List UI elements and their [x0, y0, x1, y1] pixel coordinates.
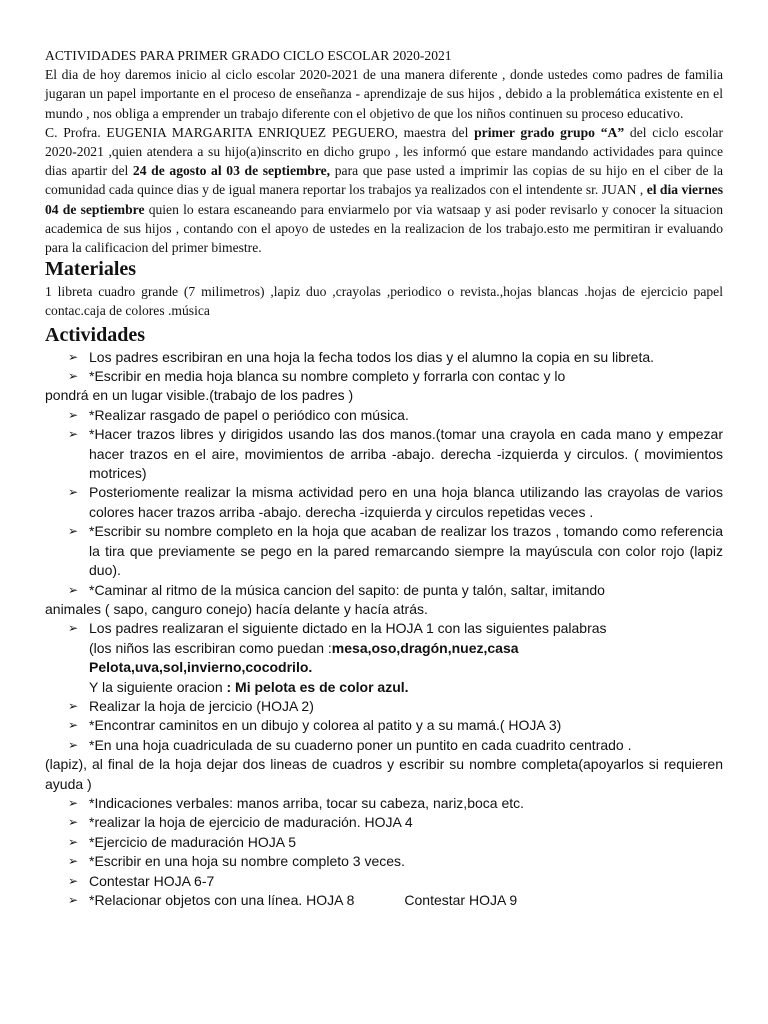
- arrow-bullet-icon: ➢: [68, 698, 79, 713]
- list-item-text: *realizar la hoja de ejercicio de maduración. HOJA 4: [89, 814, 413, 831]
- list-item-text: *Caminar al ritmo de la música cancion del sapito: de punta y talón, saltar, imitando: [89, 581, 605, 598]
- arrow-bullet-icon: ➢: [68, 485, 79, 500]
- arrow-bullet-icon: ➢: [68, 718, 79, 733]
- dictation-words: [45, 639, 723, 678]
- list-item: [45, 852, 723, 871]
- dictation-words-bold: mesa,oso,dragón,nuez,casa Pelota,uva,sol,invierno,cocodrilo.: [89, 639, 519, 676]
- arrow-bullet-icon: ➢: [68, 427, 79, 442]
- list-item: [45, 483, 723, 522]
- list-item: [45, 697, 723, 716]
- dictation-intro: (los niños las escribiran como puedan :: [89, 639, 332, 656]
- intro-text-copies: para que pase usted a imprimir las copias de su hijo en el ciber de la comunidad cada quince dias y de igual manera reportar los trabajos ya realizados con el intendente sr. JUAN ,: [45, 163, 724, 198]
- arrow-bullet-icon: ➢: [68, 737, 79, 752]
- list-item: [45, 581, 723, 600]
- list-item: [45, 619, 723, 638]
- intro-text-closing: quien lo estara escaneando para enviarmelo por via watsaap y asi poder revisarlo y conocer la situacion academica de sus hijos , contando con el apoyo de ustedes en la realizacion de los trabajo.esto me permitiran ir evaluando para la calificacion del primer bimestre.: [45, 201, 723, 256]
- arrow-bullet-icon: ➢: [68, 815, 79, 830]
- list-item-text: *Indicaciones verbales: manos arriba, tocar su cabeza, nariz,boca etc.: [89, 794, 525, 811]
- list-item-continuation: [45, 755, 723, 794]
- list-item-text: (lapiz), al final de la hoja dejar dos lineas de cuadros y escribir su nombre completa(apoyarlos si requieren ayuda ): [45, 756, 723, 792]
- list-item-text: *Hacer trazos libres y dirigidos usando las dos manos.(tomar una crayola en cada mano y empezar hacer trazos en el aire, movimientos de arriba -abajo. derecha -izquierda y circulos. ( movimientos motrices): [89, 426, 723, 482]
- list-item-text: *Encontrar caminitos en un dibujo y colorea al patito y a su mamá.( HOJA 3): [89, 717, 562, 734]
- arrow-bullet-icon: ➢: [68, 621, 79, 636]
- intro-text-teacher: C. Profra. EUGENIA MARGARITA ENRIQUEZ PEGUERO, maestra del: [45, 124, 475, 140]
- list-item-text: Los padres escribiran en una hoja la fecha todos los dias y el alumno la copia en su libreta.: [89, 348, 655, 365]
- intro-paragraph-2: [45, 123, 723, 257]
- list-item: [45, 736, 723, 755]
- list-item-text: *Escribir en media hoja blanca su nombre completo y forrarla con contac y lo: [89, 368, 566, 385]
- list-item: [45, 833, 723, 852]
- list-item-text: Los padres realizaran el siguiente dictado en la HOJA 1 con las siguientes palabras: [89, 620, 607, 637]
- document-title: ACTIVIDADES PARA PRIMER GRADO CICLO ESCOLAR 2020-2021: [45, 48, 452, 63]
- arrow-bullet-icon: ➢: [68, 854, 79, 869]
- arrow-bullet-icon: ➢: [68, 349, 79, 364]
- intro-group-bold: primer grado grupo “A”: [474, 124, 625, 140]
- list-item: [45, 367, 723, 386]
- list-item-text: animales ( sapo, canguro conejo) hacía delante y hacía atrás.: [45, 600, 428, 617]
- list-item-text: Posteriomente realizar la misma actividad pero en una hoja blanca utilizando las crayolas de varios colores hacer trazos arriba -abajo. derecha -izquierda y circulos repetidas veces .: [89, 484, 723, 520]
- sentence-bold: : Mi pelota es de color azul.: [226, 678, 409, 695]
- actividades-list: [45, 348, 723, 911]
- list-item-continuation: [45, 386, 723, 405]
- intro-paragraph-1: El dia de hoy daremos inicio al ciclo escolar 2020-2021 de una manera diferente , donde ustedes como padres de familia jugaran un papel importante en el proceso de enseñanza - aprendizaje de sus hijos , debido a la problemática existente en el mundo , nos obliga a emprender un trabajo diferente con el objetivo de que los niños continuen su proceso educativo.: [45, 67, 723, 121]
- sentence-intro: Y la siguiente oracion: [89, 678, 227, 695]
- intro-dates-bold: 24 de agosto al 03 de septiembre,: [132, 163, 331, 179]
- materiales-text: 1 libreta cuadro grande (7 milimetros) ,lapiz duo ,crayolas ,periodico o revista.,hojas blancas .hojas de ejercicio papel contac.caja de colores .música: [45, 284, 723, 319]
- actividades-heading: Actividades: [45, 323, 145, 346]
- arrow-bullet-icon: ➢: [68, 873, 79, 888]
- arrow-bullet-icon: ➢: [68, 582, 79, 597]
- list-item-text: *En una hoja cuadriculada de su cuaderno poner un puntito en cada cuadrito centrado .: [89, 736, 632, 753]
- arrow-bullet-icon: ➢: [68, 795, 79, 810]
- list-item-text: Realizar la hoja de jercicio (HOJA 2): [89, 697, 314, 714]
- list-item: [45, 813, 723, 832]
- arrow-bullet-icon: ➢: [68, 524, 79, 539]
- list-item-text: Contestar HOJA 6-7: [89, 872, 215, 889]
- arrow-bullet-icon: ➢: [68, 369, 79, 384]
- arrow-bullet-icon: ➢: [68, 834, 79, 849]
- list-item-text: Contestar HOJA 9: [404, 892, 518, 909]
- list-item-continuation: [45, 600, 723, 619]
- intro-text-cycle: del ciclo escolar 2020-2021 ,quien atendera a su hijo(a)inscrito en dicho grupo , les informó que estare mandando actividades para quince dias apartir del: [45, 124, 723, 179]
- list-item-text: *Escribir en una hoja su nombre completo 3 veces.: [89, 853, 405, 870]
- list-item: [45, 348, 723, 367]
- list-item: [45, 891, 723, 910]
- list-item: [45, 872, 723, 891]
- intro-deadline-bold: el dia viernes 04 de septiembre: [45, 182, 723, 217]
- list-item: [45, 406, 723, 425]
- list-item: [45, 716, 723, 735]
- list-item-text: *Realizar rasgado de papel o periódico con música.: [89, 406, 409, 423]
- arrow-bullet-icon: ➢: [68, 407, 79, 422]
- list-item-text: *Relacionar objetos con una línea. HOJA 8: [89, 892, 355, 909]
- materiales-heading: Materiales: [45, 258, 137, 281]
- list-item-text: *Ejercicio de maduración HOJA 5: [89, 833, 296, 850]
- list-item-text: pondrá en un lugar visible.(trabajo de los padres ): [45, 387, 354, 404]
- list-item: [45, 794, 723, 813]
- dictation-sentence: [45, 678, 723, 697]
- list-item-text: *Escribir su nombre completo en la hoja que acaban de realizar los trazos , tomando como referencia la tira que previamente se pego en la pared remarcando siempre la mayúscula con color rojo (lapiz duo).: [89, 523, 723, 579]
- list-item: [45, 425, 723, 483]
- arrow-bullet-icon: ➢: [68, 893, 79, 908]
- document-page: [45, 46, 723, 910]
- list-item: [45, 522, 723, 580]
